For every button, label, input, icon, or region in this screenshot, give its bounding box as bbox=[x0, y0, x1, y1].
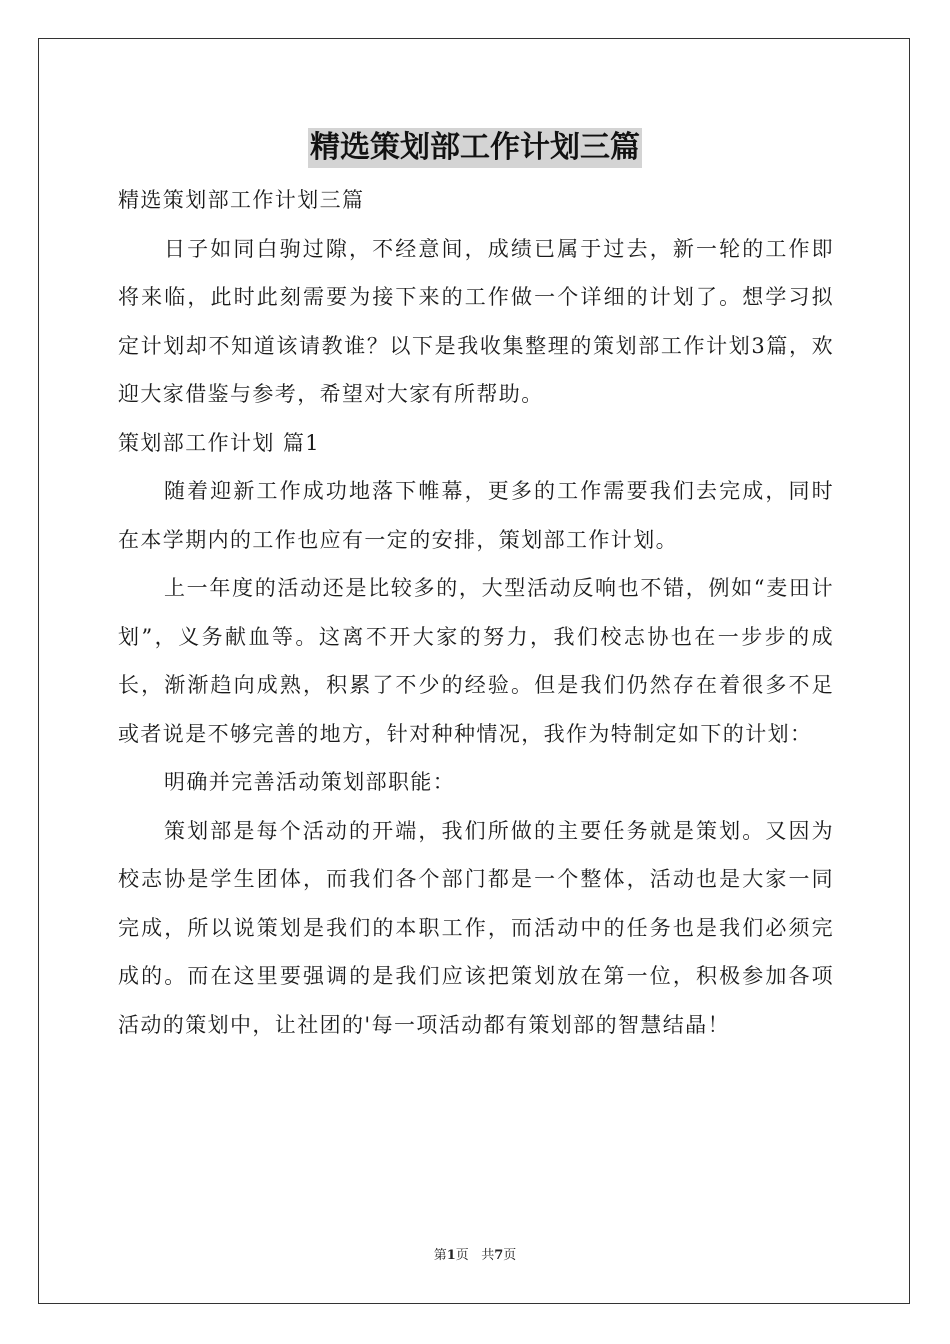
body-paragraph: 精选策划部工作计划三篇 bbox=[118, 188, 365, 212]
body-paragraph: 上一年度的活动还是比较多的，大型活动反响也不错，例如“麦田计划”，义务献血等。这离不开大家的努力，我们校志协也在一步步的成长，渐渐趋向成熟，积累了不少的经验。但是我们仍然存在着很多不足或者说是不够完善的地方，针对种种情况，我作为特制定如下的计划： bbox=[118, 576, 834, 746]
document-title: 精选策划部工作计划三篇 bbox=[308, 128, 642, 168]
footer-total-unit: 页 bbox=[503, 1248, 517, 1263]
footer-total-prefix: 共 bbox=[481, 1248, 495, 1263]
body-paragraph: 随着迎新工作成功地落下帷幕，更多的工作需要我们去完成，同时在本学期内的工作也应有一定的安排，策划部工作计划。 bbox=[118, 479, 834, 552]
title-container bbox=[0, 128, 950, 168]
section-heading: 策划部工作计划 篇1 bbox=[118, 430, 321, 455]
page-footer bbox=[0, 1247, 950, 1265]
body-paragraph: 日子如同白驹过隙，不经意间，成绩已属于过去，新一轮的工作即将来临，此时此刻需要为接下来的工作做一个详细的计划了。想学习拟定计划却不知道该请教谁？以下是我收集整理的策划部工作计划3篇，欢迎大家借鉴与参考，希望对大家有所帮助。 bbox=[118, 236, 834, 406]
body-paragraph: 明确并完善活动策划部职能： bbox=[164, 770, 456, 794]
footer-total-pages: 7 bbox=[494, 1248, 504, 1263]
footer-current-page: 1 bbox=[446, 1248, 456, 1263]
footer-page-unit: 页 bbox=[455, 1248, 469, 1263]
document-body bbox=[118, 176, 834, 1049]
body-paragraph: 策划部是每个活动的开端，我们所做的主要任务就是策划。又因为校志协是学生团体，而我们各个部门都是一个整体，活动也是大家一同完成，所以说策划是我们的本职工作，而活动中的任务也是我们必须完成的。而在这里要强调的是我们应该把策划放在第一位，积极参加各项活动的策划中，让社团的'每一项活动都有策划部的智慧结晶！ bbox=[118, 818, 834, 1037]
footer-page-prefix: 第 bbox=[433, 1248, 447, 1263]
